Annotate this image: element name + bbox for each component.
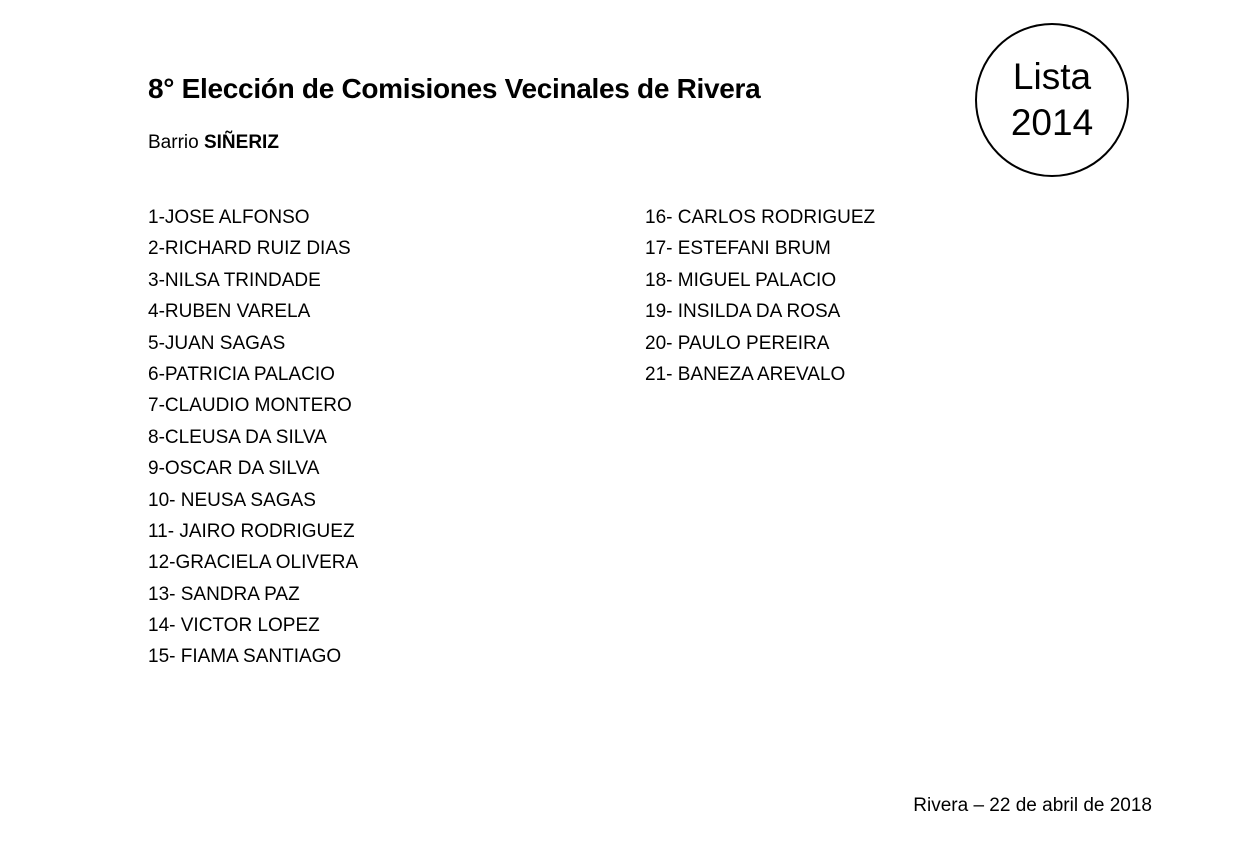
document-title: 8° Elección de Comisiones Vecinales de Rivera (148, 73, 761, 104)
lista-badge (975, 23, 1129, 177)
candidate-item: 1-JOSE ALFONSO (148, 207, 310, 228)
candidate-item: 3-NILSA TRINDADE (148, 269, 321, 291)
candidate-item: 13- SANDRA PAZ (148, 583, 300, 605)
candidate-item: 4-RUBEN VARELA (148, 301, 311, 323)
candidate-item: 19- INSILDA DA ROSA (645, 301, 841, 323)
candidate-item: 15- FIAMA SANTIAGO (148, 646, 342, 668)
candidate-item: 12-GRACIELA OLIVERA (148, 552, 359, 574)
candidate-item: 7-CLAUDIO MONTERO (148, 395, 352, 417)
lista-number: 2014 (1010, 102, 1094, 143)
candidate-item: 2-RICHARD RUIZ DIAS (148, 238, 351, 260)
candidate-item: 14- VICTOR LOPEZ (148, 615, 320, 637)
lista-label: Lista (1012, 56, 1092, 97)
barrio-name: SIÑERIZ (203, 132, 279, 153)
candidate-item: 9-OSCAR DA SILVA (148, 458, 320, 480)
candidate-item: 16- CARLOS RODRIGUEZ (645, 207, 876, 228)
candidate-item: 10- NEUSA SAGAS (148, 489, 316, 511)
candidate-item: 20- PAULO PEREIRA (645, 332, 830, 354)
candidate-item: 8-CLEUSA DA SILVA (148, 426, 327, 448)
barrio-label: Barrio (148, 132, 199, 153)
candidate-item: 6-PATRICIA PALACIO (148, 363, 335, 385)
candidate-item: 5-JUAN SAGAS (148, 332, 286, 354)
footer-date: Rivera – 22 de abril de 2018 (913, 795, 1152, 816)
candidate-item: 18- MIGUEL PALACIO (645, 269, 837, 291)
candidates-right-column (645, 202, 875, 390)
candidates-left-column (148, 202, 358, 673)
candidate-item: 11- JAIRO RODRIGUEZ (148, 520, 355, 542)
candidate-item: 21- BANEZA AREVALO (645, 363, 846, 385)
candidate-item: 17- ESTEFANI BRUM (645, 238, 831, 260)
barrio-line (148, 132, 279, 154)
